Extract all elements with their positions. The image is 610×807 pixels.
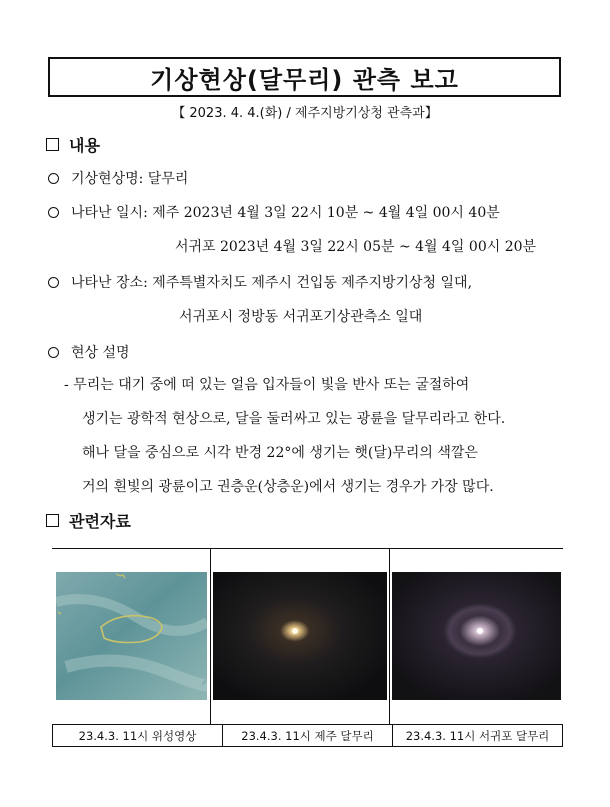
item-occurrence-place bbox=[48, 272, 472, 292]
square-bullet-icon bbox=[46, 138, 59, 151]
seogwipo-moon-halo-photo bbox=[392, 572, 561, 700]
section-related-materials-heading: 관련자료 bbox=[69, 512, 131, 531]
photo-caption-row bbox=[52, 724, 563, 747]
jeju-moon-halo-caption: 23.4.3. 11시 제주 달무리 bbox=[223, 725, 393, 746]
item-occurrence-time-text: 나타난 일시: 제주 2023년 4월 3일 22시 10분 ~ 4월 4일 00시 40분 bbox=[71, 205, 500, 221]
description-line-2: 생기는 광학적 현상으로, 달을 둘러싸고 있는 광륜을 달무리라고 한다. bbox=[82, 411, 506, 427]
item-phenomenon-name bbox=[48, 168, 188, 188]
photo-table-top-border bbox=[52, 548, 563, 549]
item-occurrence-place-line2: 서귀포시 정방동 서귀포기상관측소 일대 bbox=[179, 309, 423, 325]
circle-bullet-icon bbox=[48, 207, 59, 218]
circle-bullet-icon bbox=[48, 347, 59, 358]
description-line-3: 해나 달을 중심으로 시각 반경 22°에 생기는 햇(달)무리의 색깔은 bbox=[82, 445, 478, 461]
satellite-image-caption: 23.4.3. 11시 위성영상 bbox=[53, 725, 223, 746]
document-title: 기상현상(달무리) 관측 보고 bbox=[150, 65, 459, 94]
item-description-heading: 현상 설명 bbox=[71, 345, 130, 361]
seogwipo-moon-halo-caption: 23.4.3. 11시 서귀포 달무리 bbox=[405, 728, 550, 743]
item-description bbox=[48, 342, 130, 362]
jeju-moon-halo-photo bbox=[213, 572, 387, 700]
item-phenomenon-name-text: 기상현상명: 달무리 bbox=[71, 171, 189, 187]
item-occurrence-time bbox=[48, 202, 500, 222]
section-contents bbox=[46, 133, 100, 156]
title-box bbox=[48, 57, 561, 97]
section-related-materials bbox=[46, 509, 131, 532]
item-occurrence-place-text: 나타난 장소: 제주특별자치도 제주시 건입동 제주지방기상청 일대, bbox=[71, 275, 473, 291]
satellite-image bbox=[56, 572, 207, 700]
photo-table bbox=[52, 548, 563, 747]
square-bullet-icon bbox=[46, 514, 59, 527]
section-contents-heading: 내용 bbox=[69, 136, 100, 155]
document-subtitle: 【 2023. 4. 4.(화) / 제주지방기상청 관측과】 bbox=[172, 106, 438, 121]
item-occurrence-time-line2: 서귀포 2023년 4월 3일 22시 05분 ~ 4월 4일 00시 20분 bbox=[175, 239, 537, 255]
circle-bullet-icon bbox=[48, 173, 59, 184]
circle-bullet-icon bbox=[48, 277, 59, 288]
photo-table-divider bbox=[210, 548, 211, 724]
description-line-4: 거의 흰빛의 광륜이고 권층운(상층운)에서 생기는 경우가 가장 많다. bbox=[82, 479, 494, 495]
description-line-1: - 무리는 대기 중에 떠 있는 얼음 입자들이 빛을 반사 또는 굴절하여 bbox=[64, 377, 470, 393]
photo-table-divider bbox=[389, 548, 390, 724]
